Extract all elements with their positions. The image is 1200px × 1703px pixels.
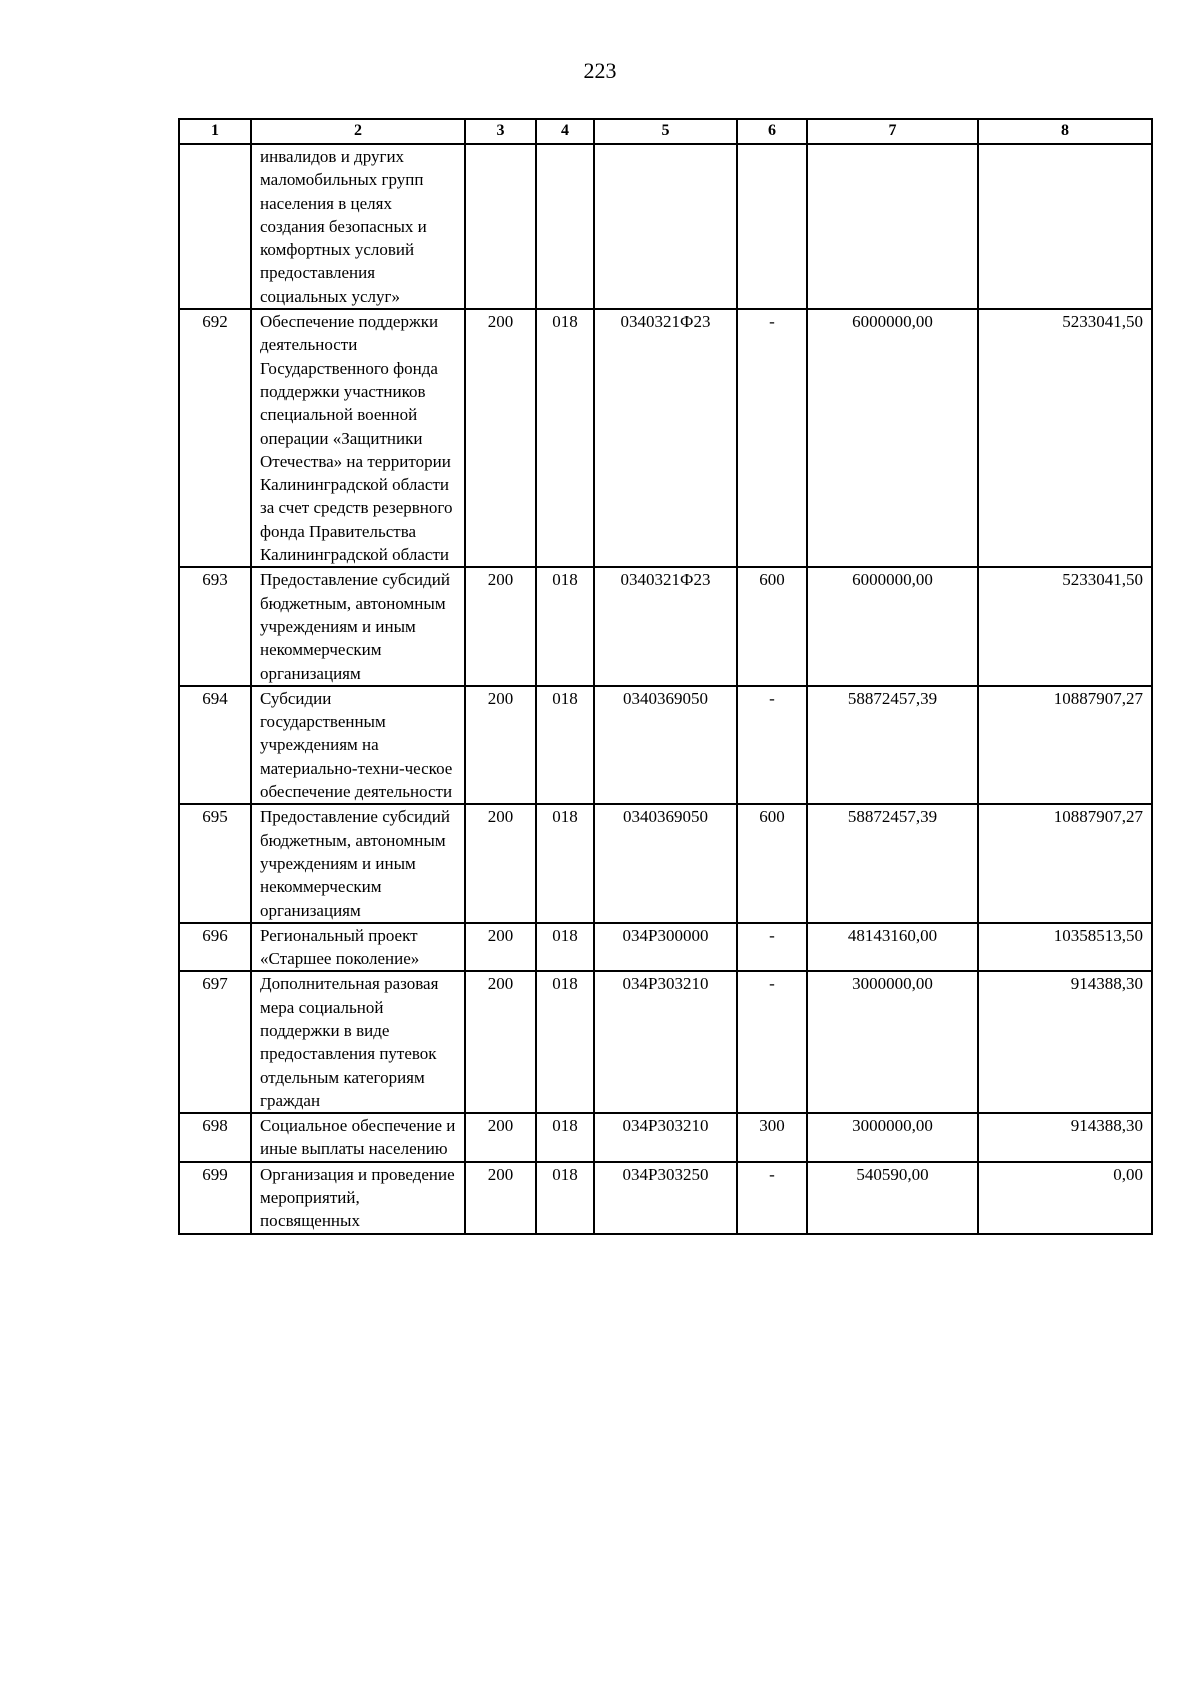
cell-col3: 200 xyxy=(465,1162,536,1234)
cell-col5 xyxy=(594,144,737,309)
table-row xyxy=(179,1113,1152,1162)
row-name: Предоставление субсидий бюджетным, автономным учреждениям и иным некоммерческим организациям xyxy=(251,804,465,922)
table-row xyxy=(179,686,1152,804)
header-cell: 2 xyxy=(251,119,465,144)
cell-col8: 10358513,50 xyxy=(978,923,1152,972)
cell-col5: 0340321Ф23 xyxy=(594,309,737,567)
cell-col3: 200 xyxy=(465,567,536,685)
cell-col3: 200 xyxy=(465,923,536,972)
cell-col3: 200 xyxy=(465,686,536,804)
cell-col8: 5233041,50 xyxy=(978,309,1152,567)
header-cell: 7 xyxy=(807,119,978,144)
row-number xyxy=(179,144,251,309)
cell-col3: 200 xyxy=(465,309,536,567)
cell-col3 xyxy=(465,144,536,309)
cell-col5: 034Р303210 xyxy=(594,1113,737,1162)
row-number: 692 xyxy=(179,309,251,567)
table-row xyxy=(179,971,1152,1113)
cell-col5: 0340369050 xyxy=(594,686,737,804)
cell-col4: 018 xyxy=(536,923,594,972)
cell-col3: 200 xyxy=(465,804,536,922)
cell-col4: 018 xyxy=(536,1162,594,1234)
row-number: 698 xyxy=(179,1113,251,1162)
cell-col7: 6000000,00 xyxy=(807,309,978,567)
header-cell: 5 xyxy=(594,119,737,144)
cell-col8: 0,00 xyxy=(978,1162,1152,1234)
table-row xyxy=(179,804,1152,922)
cell-col5: 034Р300000 xyxy=(594,923,737,972)
table-row xyxy=(179,144,1152,309)
row-name: Субсидии государственным учреждениям на материально-техни-ческое обеспечение деятельности xyxy=(251,686,465,804)
row-name: инвалидов и других маломобильных групп населения в целях создания безопасных и комфортных условий предоставления социальных услуг» xyxy=(251,144,465,309)
header-cell: 3 xyxy=(465,119,536,144)
row-name: Обеспечение поддержки деятельности Государственного фонда поддержки участников специальной военной операции «Защитники Отечества» на территории Калининградской области за счет средств резервного фонда Правительства Калининградской области xyxy=(251,309,465,567)
cell-col6: - xyxy=(737,686,807,804)
row-name: Региональный проект «Старшее поколение» xyxy=(251,923,465,972)
cell-col6 xyxy=(737,144,807,309)
cell-col4: 018 xyxy=(536,971,594,1113)
page-number: 223 xyxy=(583,58,617,83)
cell-col6: 600 xyxy=(737,804,807,922)
cell-col6: - xyxy=(737,923,807,972)
row-number: 696 xyxy=(179,923,251,972)
cell-col7: 3000000,00 xyxy=(807,971,978,1113)
cell-col6: - xyxy=(737,971,807,1113)
cell-col7: 540590,00 xyxy=(807,1162,978,1234)
cell-col5: 0340321Ф23 xyxy=(594,567,737,685)
cell-col7: 3000000,00 xyxy=(807,1113,978,1162)
cell-col8: 914388,30 xyxy=(978,1113,1152,1162)
row-name: Организация и проведение мероприятий, посвященных xyxy=(251,1162,465,1234)
cell-col8: 10887907,27 xyxy=(978,804,1152,922)
table-row xyxy=(179,567,1152,685)
budget-table xyxy=(178,118,1153,1235)
cell-col7 xyxy=(807,144,978,309)
cell-col4: 018 xyxy=(536,567,594,685)
cell-col8: 914388,30 xyxy=(978,971,1152,1113)
header-cell: 4 xyxy=(536,119,594,144)
cell-col4: 018 xyxy=(536,686,594,804)
cell-col3: 200 xyxy=(465,1113,536,1162)
cell-col6: 300 xyxy=(737,1113,807,1162)
row-number: 697 xyxy=(179,971,251,1113)
row-number: 694 xyxy=(179,686,251,804)
cell-col6: - xyxy=(737,1162,807,1234)
cell-col8: 5233041,50 xyxy=(978,567,1152,685)
cell-col5: 0340369050 xyxy=(594,804,737,922)
cell-col5: 034Р303250 xyxy=(594,1162,737,1234)
cell-col7: 58872457,39 xyxy=(807,686,978,804)
cell-col4: 018 xyxy=(536,1113,594,1162)
table-row xyxy=(179,923,1152,972)
cell-col5: 034Р303210 xyxy=(594,971,737,1113)
header-cell: 1 xyxy=(179,119,251,144)
cell-col4: 018 xyxy=(536,804,594,922)
header-cell: 6 xyxy=(737,119,807,144)
cell-col4: 018 xyxy=(536,309,594,567)
cell-col3: 200 xyxy=(465,971,536,1113)
cell-col8: 10887907,27 xyxy=(978,686,1152,804)
cell-col6: 600 xyxy=(737,567,807,685)
header-row xyxy=(179,119,1152,144)
row-number: 699 xyxy=(179,1162,251,1234)
cell-col6: - xyxy=(737,309,807,567)
cell-col7: 58872457,39 xyxy=(807,804,978,922)
row-name: Предоставление субсидий бюджетным, автономным учреждениям и иным некоммерческим организациям xyxy=(251,567,465,685)
table-row xyxy=(179,1162,1152,1234)
row-name: Дополнительная разовая мера социальной поддержки в виде предоставления путевок отдельным категориям граждан xyxy=(251,971,465,1113)
row-number: 693 xyxy=(179,567,251,685)
header-cell: 8 xyxy=(978,119,1152,144)
row-number: 695 xyxy=(179,804,251,922)
table-row xyxy=(179,309,1152,567)
row-name: Социальное обеспечение и иные выплаты населению xyxy=(251,1113,465,1162)
cell-col8 xyxy=(978,144,1152,309)
cell-col7: 6000000,00 xyxy=(807,567,978,685)
cell-col7: 48143160,00 xyxy=(807,923,978,972)
cell-col4 xyxy=(536,144,594,309)
